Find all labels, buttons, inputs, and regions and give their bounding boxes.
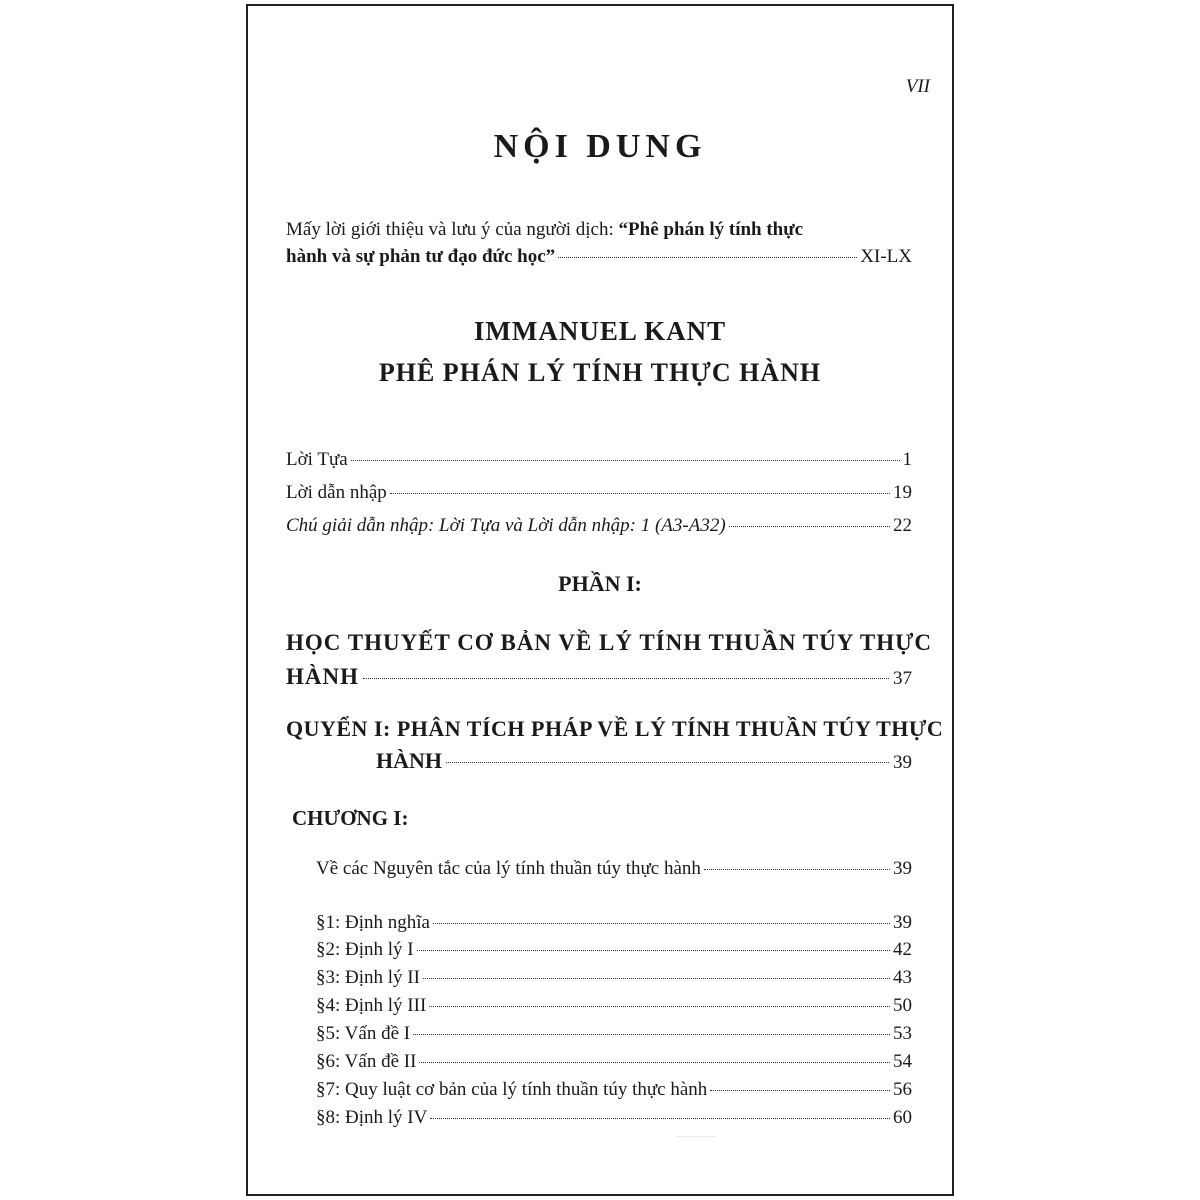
toc-page: 42 [893,939,912,960]
book1-heading-cont [376,748,912,774]
toc-label: Lời Tựa [286,449,348,470]
toc-entry-section-8 [316,1107,912,1129]
leader-dots [558,257,857,258]
toc-label: Lời dẫn nhập [286,482,387,503]
part-heading: PHẦN I: [558,571,642,596]
toc-entry-principles [316,858,912,880]
leader-dots [433,923,890,924]
leader-dots [351,460,900,461]
leader-dots [710,1090,890,1091]
toc-entry-section-3 [316,967,912,989]
intro-pages: XI-LX [860,246,912,267]
book1-heading-line2: HÀNH [376,748,442,773]
toc-label: §4: Định lý III [316,995,427,1016]
author-name: IMMANUEL KANT [473,316,727,346]
toc-page: 37 [893,668,912,689]
book-title: PHÊ PHÁN LÝ TÍNH THỰC HÀNH [378,358,822,387]
toc-label: §3: Định lý II [316,967,420,988]
leader-dots [413,1034,890,1035]
intro-quote-part1: “Phê phán lý tính thực [618,219,804,240]
toc-page: 1 [902,449,912,470]
toc-page: 39 [893,858,912,879]
chapter-heading: CHƯƠNG I: [292,806,409,830]
toc-label: §7: Quy luật cơ bản của lý tính thuần túy thực hành [316,1079,708,1100]
intro-text: Mấy lời giới thiệu và lưu ý của người dịch: [286,219,619,240]
toc-entry-commentary [286,515,912,537]
toc-page: 19 [893,482,912,503]
toc-label: Về các Nguyên tắc của lý tính thuần túy thực hành [316,858,701,879]
toc-entry-section-1 [316,912,912,934]
book1-heading: QUYỂN I: PHÂN TÍCH PHÁP VỀ LÝ TÍNH THUẦN TÚY THỰC [286,716,944,741]
toc-page: 60 [893,1107,912,1128]
page-number: VII [905,76,930,97]
leader-dots [417,950,890,951]
toc-page: 39 [893,912,912,933]
toc-label: §8: Định lý IV [316,1107,428,1128]
leader-dots [419,1062,890,1063]
toc-entry-section-5 [316,1023,912,1045]
toc-label: §6: Vấn đề II [316,1051,417,1072]
leader-dots [363,678,889,679]
leader-dots [429,1006,890,1007]
toc-label: §5: Vấn đề I [316,1023,411,1044]
toc-page: 22 [893,515,912,536]
leader-dots [390,493,890,494]
toc-page: 56 [893,1079,912,1100]
toc-page: 39 [893,752,912,773]
doctrine-heading-line2: HÀNH [286,664,359,689]
leader-dots [423,978,890,979]
toc-page: 43 [893,967,912,988]
toc-entry-section-2 [316,939,912,961]
toc-label: §2: Định lý I [316,939,414,960]
leader-dots [446,762,889,763]
translator-intro-entry [286,216,912,270]
toc-entry-section-7 [316,1079,912,1101]
toc-page: 53 [893,1023,912,1044]
toc-entry-section-4 [316,995,912,1017]
book-page [246,4,954,1196]
leader-dots [430,1118,890,1119]
toc-entry-introduction [286,482,912,504]
page-fold-mark [676,1136,716,1147]
toc-page: 50 [893,995,912,1016]
doctrine-heading-cont [286,664,912,690]
page-title: NỘI DUNG [493,128,707,165]
toc-entry-section-6 [316,1051,912,1073]
leader-dots [729,526,890,527]
toc-label: §1: Định nghĩa [316,912,430,933]
toc-entry-preface [286,449,912,471]
toc-page: 54 [893,1051,912,1072]
leader-dots [704,869,890,870]
toc-label: Chú giải dẫn nhập: Lời Tựa và Lời dẫn nhập: 1 (A3-A32) [286,515,726,536]
doctrine-heading: HỌC THUYẾT CƠ BẢN VỀ LÝ TÍNH THUẦN TÚY THỰC [286,630,933,655]
intro-quote-part2: hành và sự phản tư đạo đức học” [286,246,556,267]
